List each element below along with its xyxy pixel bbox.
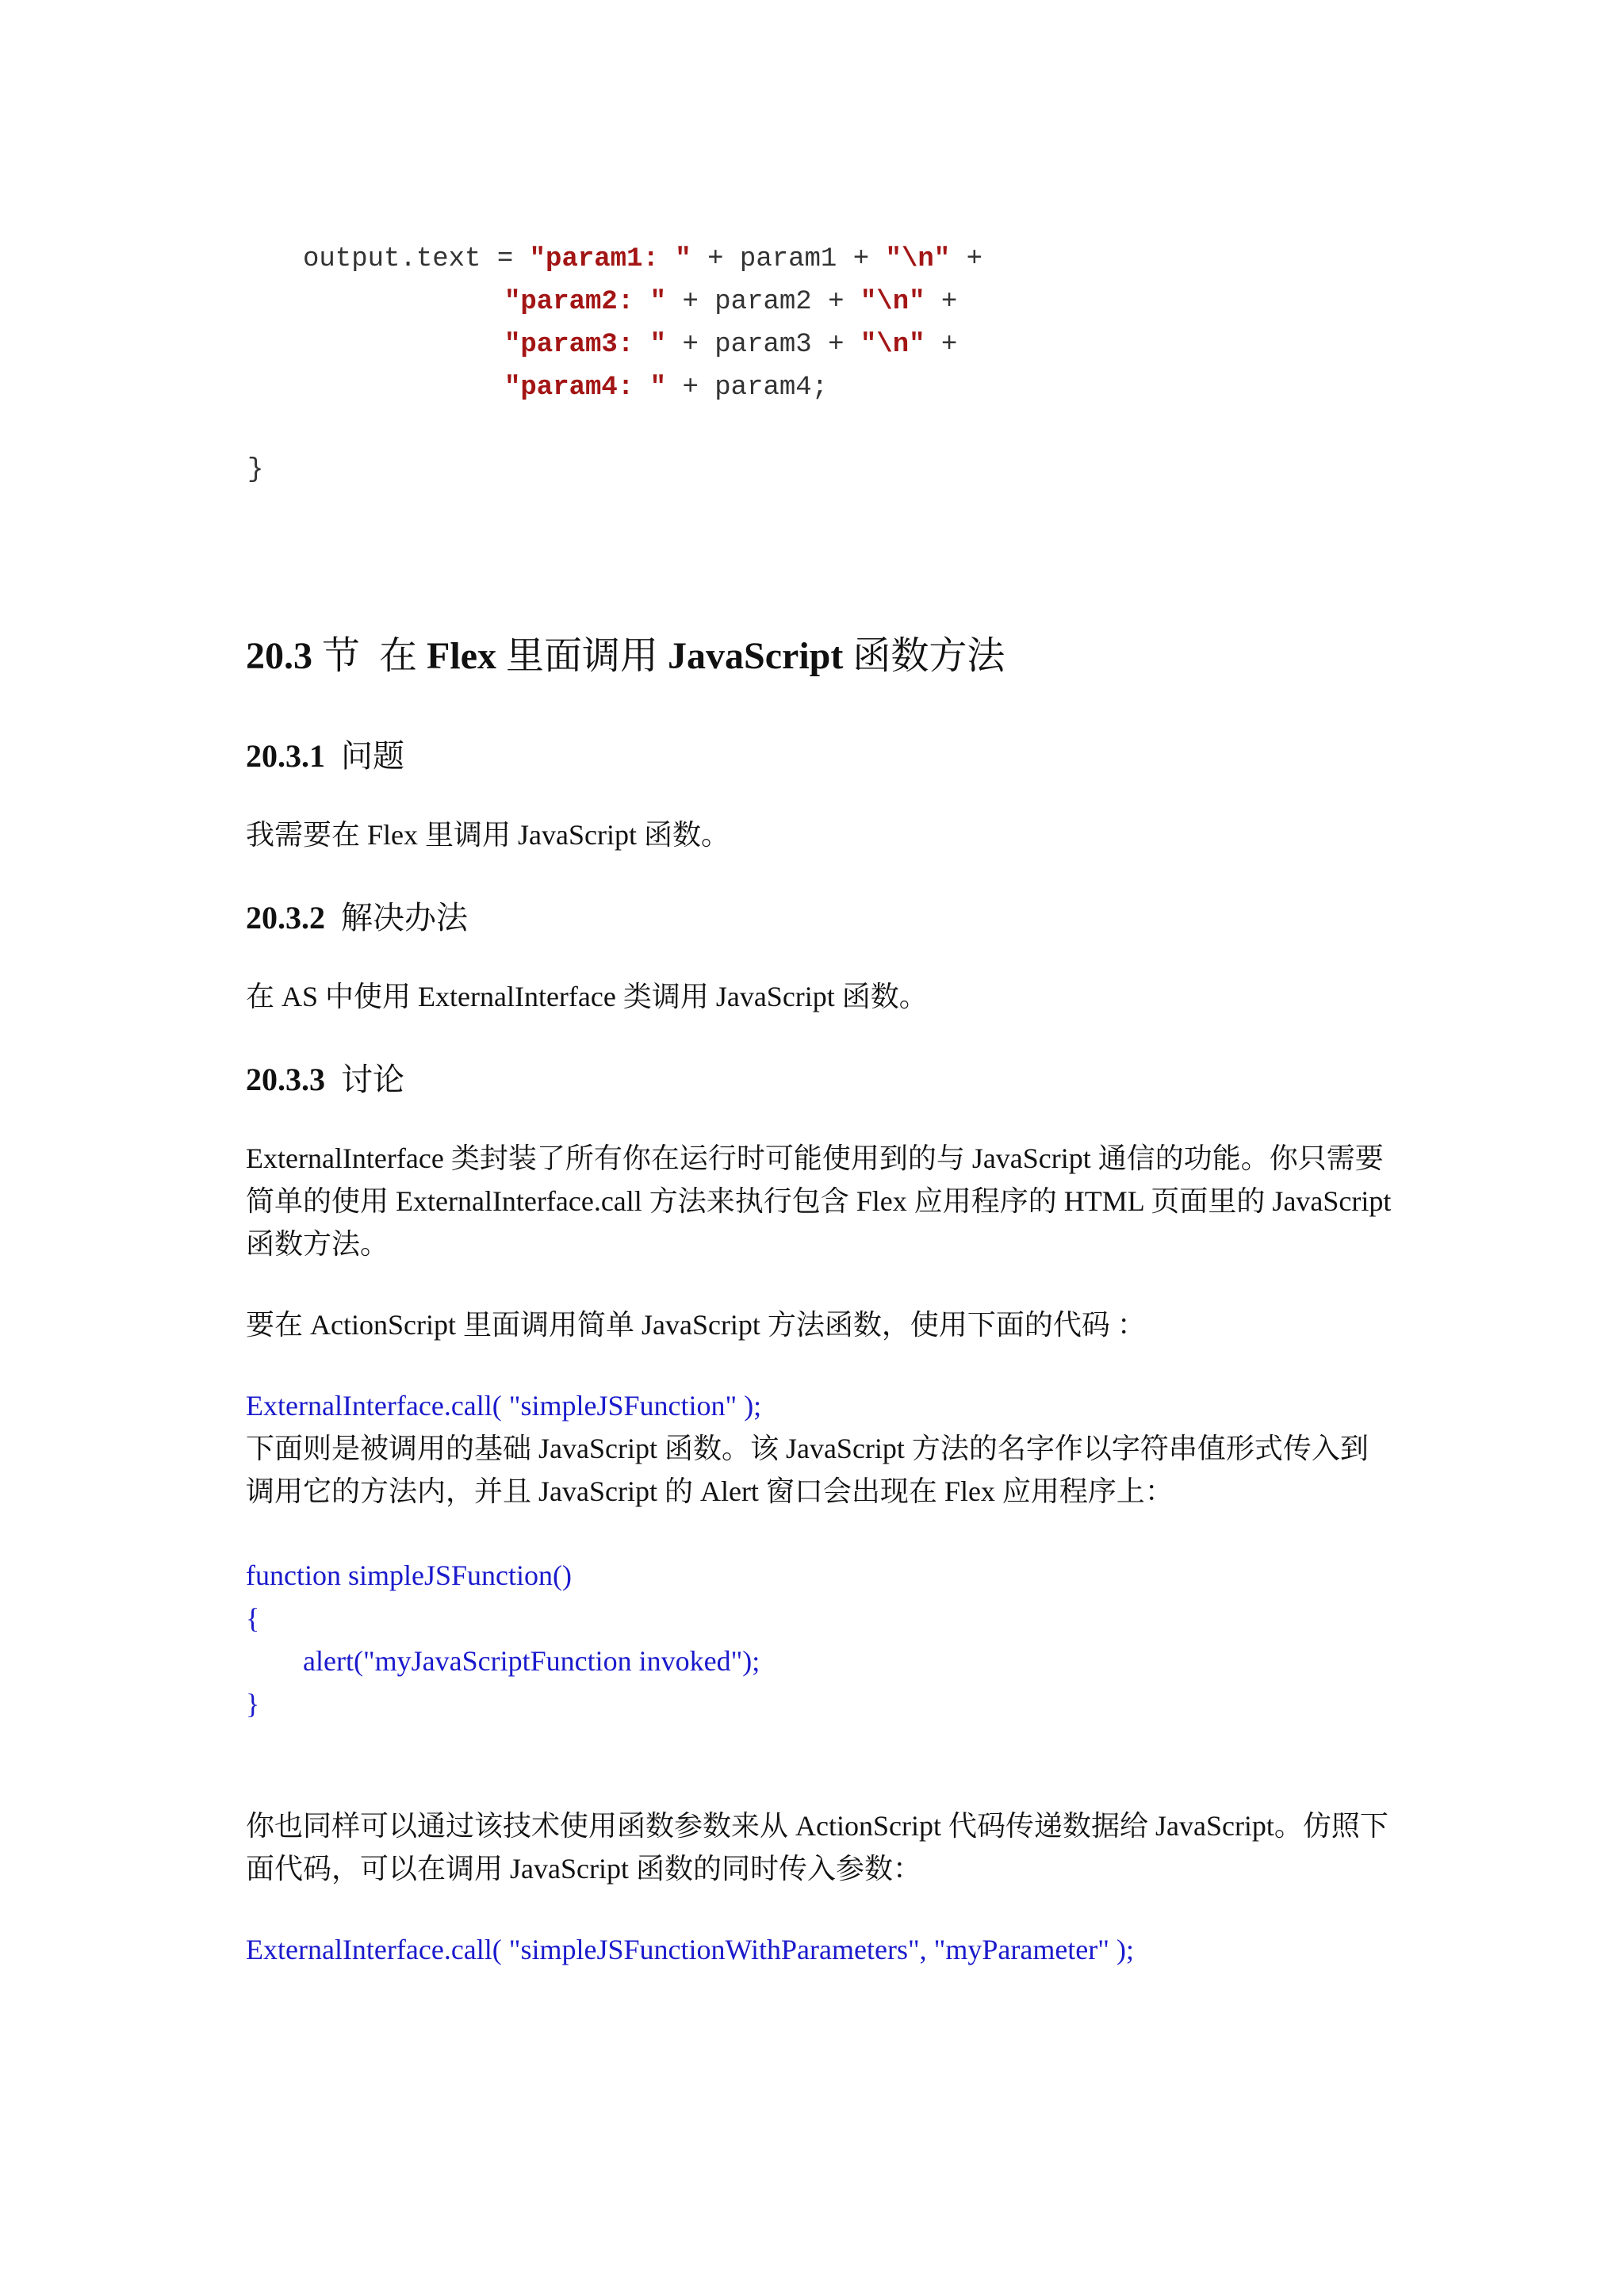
subheading-problem: 20.3.1 问题	[246, 738, 404, 774]
function-line-2: {	[246, 1602, 260, 1634]
description-line-2: 调用它的方法内，并且 JavaScript 的 Alert 窗口会出现在 Flex 应用程序上：	[246, 1475, 1174, 1507]
code-line-1: output.text = "param1: " + param1 + "\n" +	[303, 244, 982, 274]
subheading-solution: 20.3.2 解决办法	[246, 900, 468, 936]
section-heading: 20.3 节 在 Flex 里面调用 JavaScript 函数方法	[246, 635, 1005, 677]
function-line-1: function simpleJSFunction()	[246, 1559, 572, 1591]
intro-text: 要在 ActionScript 里面调用简单 JavaScript 方法函数，使用下面的代码 ：	[246, 1309, 1146, 1341]
code-closing-brace: }	[247, 455, 264, 485]
discussion-line-1: ExternalInterface 类封装了所有你在运行时可能使用到的与 JavaScript 通信的功能。你只需要	[246, 1142, 1384, 1174]
solution-text: 在 AS 中使用 ExternalInterface 类调用 JavaScript 函数。	[246, 981, 928, 1012]
paragraph-3-line-1: 你也同样可以通过该技术使用函数参数来从 ActionScript 代码传递数据给 JavaScript。仿照下	[246, 1810, 1388, 1842]
code-line-3: "param3: " + param3 + "\n" +	[504, 330, 958, 360]
description-line-1: 下面则是被调用的基础 JavaScript 函数。该 JavaScript 方法的名字作以字符串值形式传入到	[246, 1433, 1369, 1464]
subheading-discussion: 20.3.3 讨论	[246, 1062, 404, 1097]
function-line-3: alert("myJavaScriptFunction invoked");	[303, 1645, 760, 1677]
code-line-2: "param2: " + param2 + "\n" +	[504, 287, 958, 317]
paragraph-3-line-2: 面代码，可以在调用 JavaScript 函数的同时传入参数：	[246, 1853, 921, 1885]
code-example-2: ExternalInterface.call( "simpleJSFunctionWithParameters", "myParameter" );	[246, 1934, 1134, 1965]
discussion-line-2: 简单的使用 ExternalInterface.call 方法来执行包含 Flex 应用程序的 HTML 页面里的 JavaScript	[246, 1185, 1392, 1217]
function-line-4: }	[246, 1688, 260, 1720]
code-line-4: "param4: " + param4;	[504, 373, 829, 403]
discussion-line-3: 函数方法。	[246, 1228, 389, 1260]
problem-text: 我需要在 Flex 里调用 JavaScript 函数。	[246, 819, 730, 851]
code-example-1: ExternalInterface.call( "simpleJSFunction" );	[246, 1390, 762, 1422]
